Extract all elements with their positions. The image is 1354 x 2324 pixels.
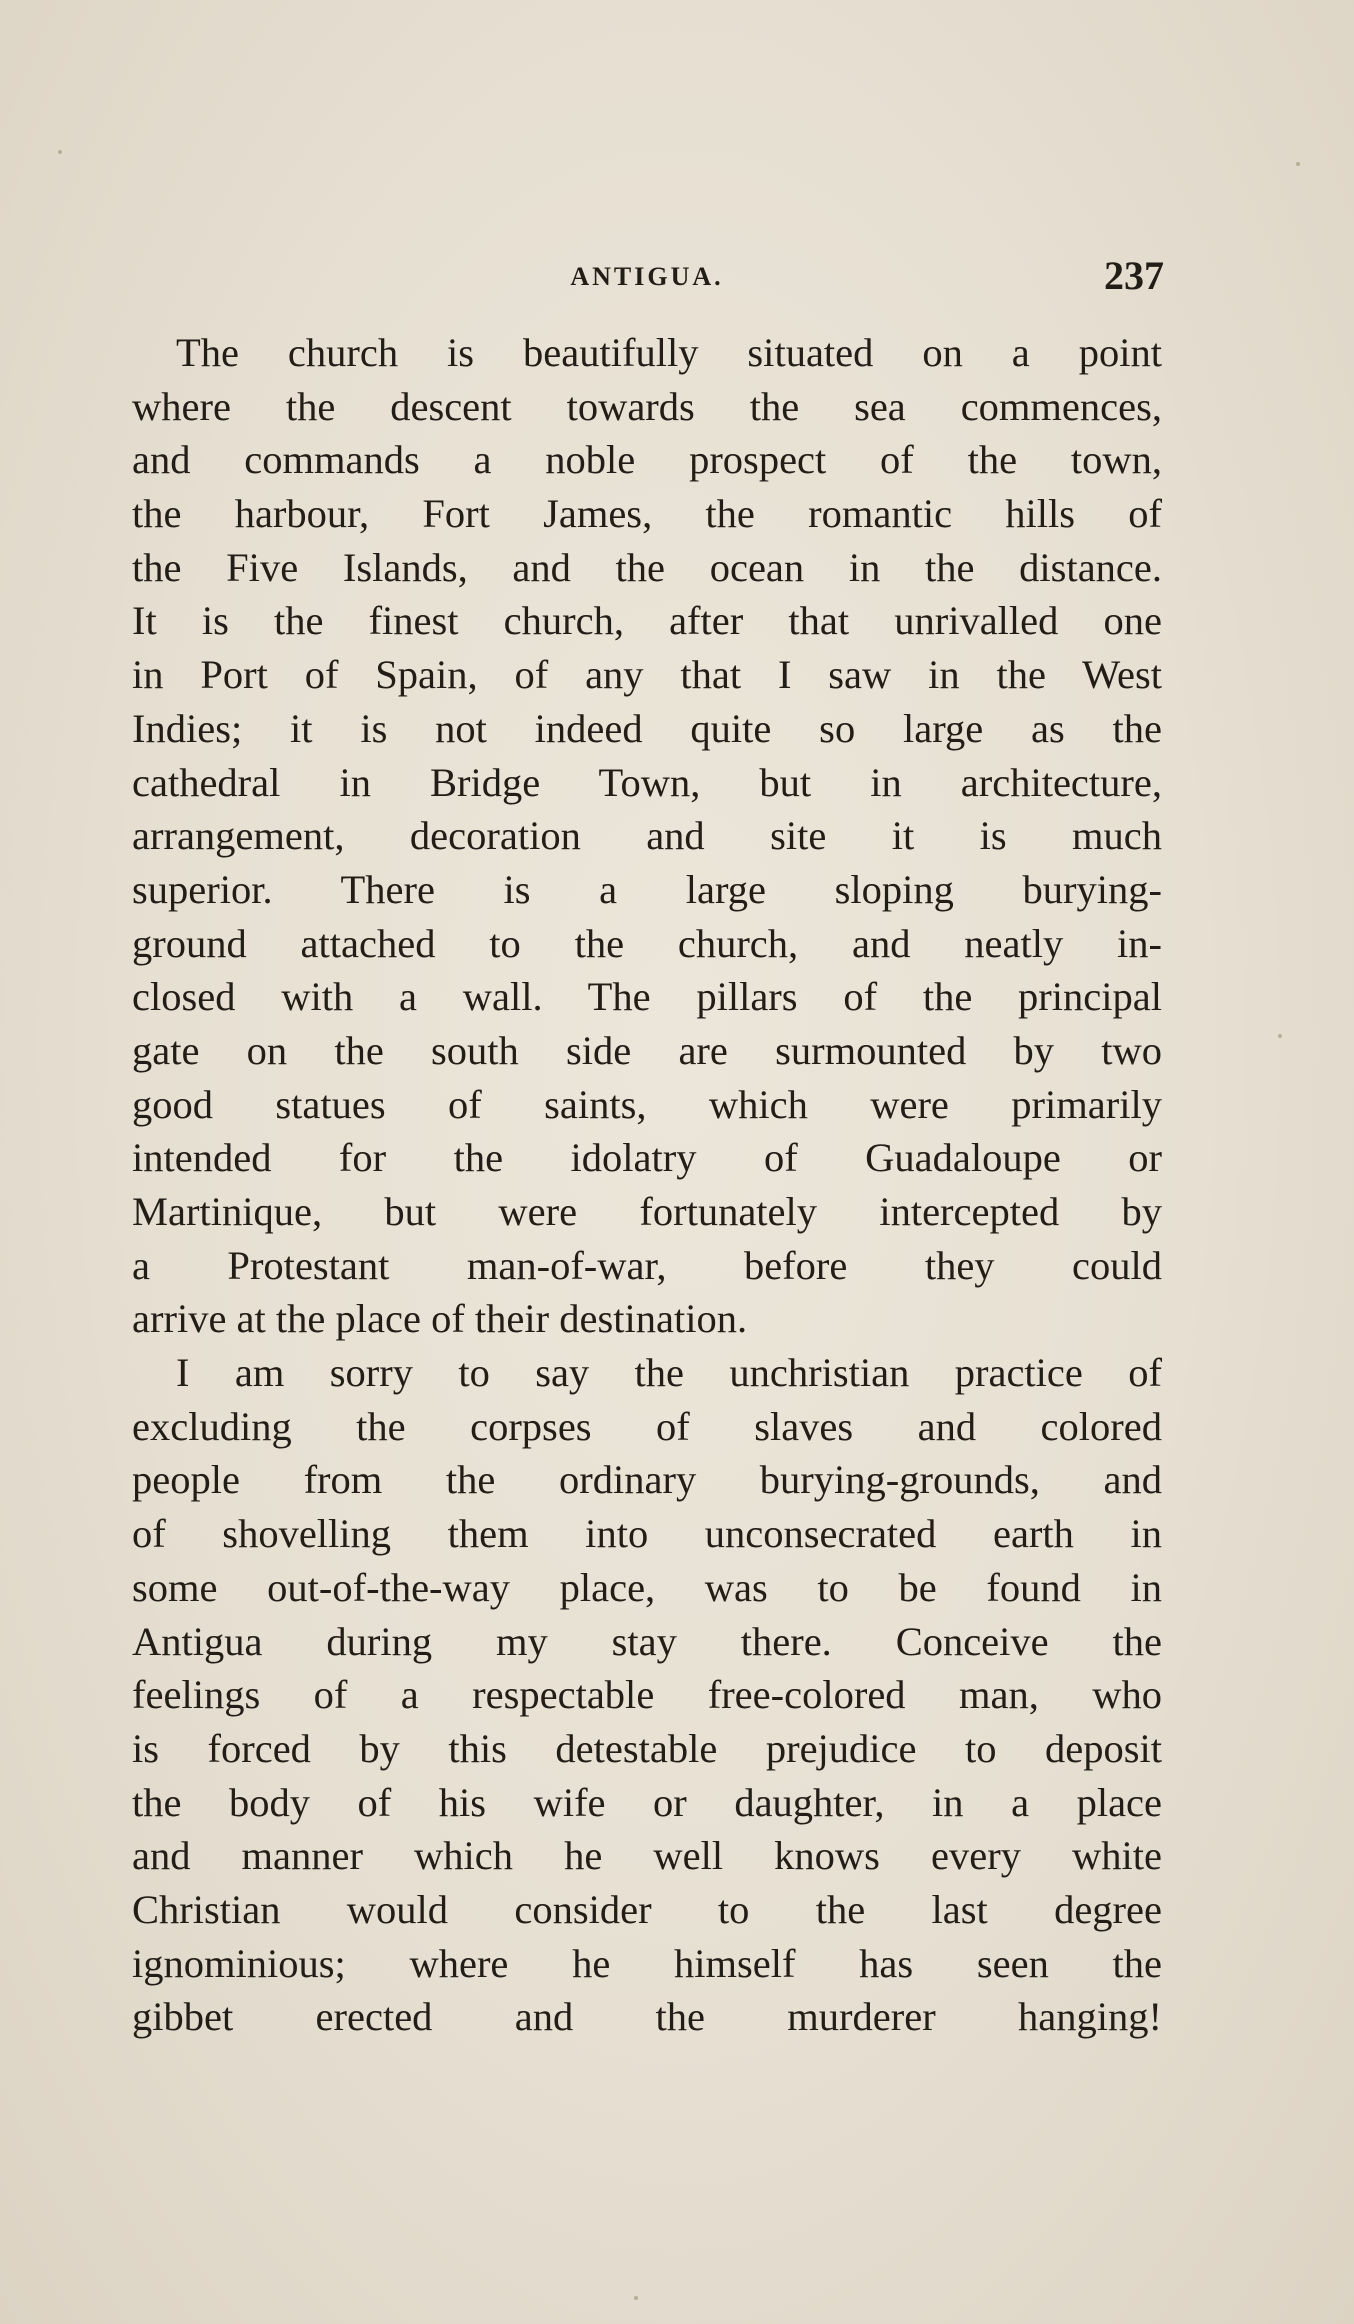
text-line: intended for the idolatry of Guadaloupe or xyxy=(132,1135,1162,1181)
text-line: where the descent towards the sea commences, xyxy=(132,383,1162,429)
text-line: feelings of a respectable free-colored man, who xyxy=(132,1672,1162,1718)
text-line: I am sorry to say the unchristian practice of xyxy=(176,1350,1162,1396)
text-line: and commands a noble prospect of the town, xyxy=(132,437,1162,483)
text-line: arrive at the place of their destination. xyxy=(132,1296,748,1342)
text-line: excluding the corpses of slaves and colored xyxy=(132,1403,1162,1449)
paper-speck xyxy=(58,150,62,154)
text-line: the harbour, Fort James, the romantic hills of xyxy=(132,491,1162,537)
text-line: Antigua during my stay there. Conceive the xyxy=(132,1618,1162,1664)
text-line: It is the finest church, after that unrivalled one xyxy=(132,598,1162,644)
text-line: is forced by this detestable prejudice to deposit xyxy=(132,1725,1162,1771)
text-line: gibbet erected and the murderer hanging! xyxy=(132,1994,1162,2040)
text-line: cathedral in Bridge Town, but in architecture, xyxy=(132,759,1162,805)
page-number: 237 xyxy=(1104,253,1164,298)
text-line: good statues of saints, which were primarily xyxy=(132,1081,1162,1127)
text-line: The church is beautifully situated on a point xyxy=(176,330,1162,375)
text-line: ignominious; where he himself has seen the xyxy=(132,1940,1162,1986)
running-title: ANTIGUA. xyxy=(570,262,724,291)
text-line: Indies; it is not indeed quite so large as the xyxy=(132,705,1162,751)
text-line: Martinique, but were fortunately intercepted by xyxy=(132,1189,1162,1234)
paper-speck xyxy=(1296,162,1300,166)
text-line: closed with a wall. The pillars of the principal xyxy=(132,974,1162,1020)
text-line: some out-of-the-way place, was to be found in xyxy=(132,1564,1162,1610)
text-line: the body of his wife or daughter, in a place xyxy=(132,1779,1162,1825)
body-text xyxy=(132,326,1162,2044)
paper-speck xyxy=(634,2296,638,2300)
text-line: gate on the south side are surmounted by two xyxy=(132,1027,1162,1073)
text-line: Christian would consider to the last degree xyxy=(132,1886,1162,1932)
text-line: a Protestant man-of-war, before they could xyxy=(132,1242,1162,1288)
paper-speck xyxy=(1278,1034,1282,1038)
running-head xyxy=(132,252,1162,302)
text-line: people from the ordinary burying-grounds, and xyxy=(132,1457,1162,1503)
text-line: ground attached to the church, and neatly in- xyxy=(132,920,1162,966)
text-line: superior. There is a large sloping burying- xyxy=(132,866,1162,912)
text-line: the Five Islands, and the ocean in the distance. xyxy=(132,544,1162,590)
text-line: and manner which he well knows every white xyxy=(132,1833,1162,1879)
text-line: arrangement, decoration and site it is much xyxy=(132,813,1162,859)
text-line: in Port of Spain, of any that I saw in the West xyxy=(132,652,1162,698)
text-line: of shovelling them into unconsecrated earth in xyxy=(132,1511,1162,1557)
